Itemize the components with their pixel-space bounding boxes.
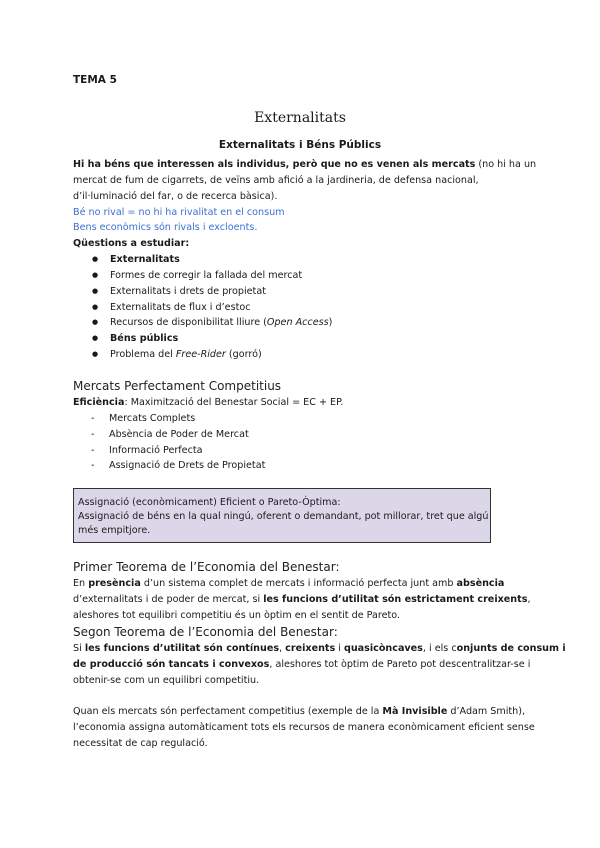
bullet-icon: ● [92, 318, 99, 326]
bullet-icon: ● [92, 255, 99, 263]
list-item: Informació Perfecta [109, 445, 203, 456]
list-item: Recursos de disponibilitat lliure (Open Access) [110, 317, 333, 328]
primer-teorema-heading: Primer Teorema de l’Economia del Benestar: [73, 560, 340, 574]
pareto-definition-box [73, 488, 491, 543]
list-item: Assignació de Drets de Propietat [109, 460, 266, 471]
list-item: Externalitats i drets de propietat [110, 286, 266, 297]
blue-note-2: Bens econòmics són rivals i excloents. [73, 222, 258, 233]
box-line-3: més empitjore. [78, 525, 151, 536]
section-subtitle: Externalitats i Béns Públics [218, 139, 382, 151]
blue-note-1: Bé no rival = no hi ha rivalitat en el consum [73, 207, 285, 218]
bullet-icon: ● [92, 287, 99, 295]
primer-line-2: d’externalitats i de poder de mercat, si les funcions d’utilitat són estrictament creixents, [73, 594, 531, 605]
dash-icon: - [91, 429, 95, 440]
list-item: Béns públics [110, 333, 179, 344]
segon-line-1: Si les funcions d’utilitat són contínues, creixents i quasicòncaves, i els conjunts de consum i [73, 643, 566, 654]
list-item: Absència de Poder de Mercat [109, 429, 249, 440]
box-line-1: Assignació (econòmicament) Eficient o Pareto-Òptima: [78, 497, 341, 508]
list-item: Externalitats [110, 254, 180, 265]
intro-line-3: d’il·luminació del far, o de recerca bàsica). [73, 191, 278, 202]
box-line-2: Assignació de béns en la qual ningú, oferent o demandant, pot millorar, tret que algú [78, 511, 489, 522]
segon-line-3: obtenir-se com un equilibri competitiu. [73, 675, 260, 686]
list-item: Formes de corregir la fallada del mercat [110, 270, 303, 281]
intro-line-2: mercat de fum de cigarrets, de veïns amb afició a la jardineria, de defensa nacional, [73, 175, 479, 186]
intro-line-1 [73, 157, 537, 173]
questions-heading: Qüestions a estudiar: [73, 238, 190, 249]
dash-icon: - [91, 445, 95, 456]
intro-bold: Hi ha béns que interessen als individus, però que no es venen als mercats [73, 159, 476, 170]
list-item: Externalitats de flux i d’estoc [110, 302, 251, 313]
eficiencia-line: Eficiència: Maximització del Benestar Social = EC + EP. [73, 397, 344, 408]
segon-line-2: de producció són tancats i convexos, aleshores tot òptim de Pareto pot descentralitzar-se i [73, 659, 531, 670]
tema-label: TEMA 5 [73, 74, 117, 86]
list-item: Mercats Complets [109, 413, 196, 424]
list-item: Problema del Free-Rider (gorró) [110, 349, 262, 360]
document-title: Externalitats [254, 110, 346, 126]
segon-teorema-heading: Segon Teorema de l’Economia del Benestar: [73, 625, 338, 639]
primer-line-3: aleshores tot equilibri competitiu és un òptim en el sentit de Pareto. [73, 610, 401, 621]
final-line-1: Quan els mercats són perfectament competitius (exemple de la Mà Invisible d’Adam Smith), [73, 706, 526, 717]
dash-icon: - [91, 460, 95, 471]
final-line-2: l’economia assigna automàticament tots els recursos de manera econòmicament eficient sense [73, 722, 535, 733]
primer-line-1: En presència d’un sistema complet de mercats i informació perfecta junt amb absència [73, 578, 505, 589]
bullet-icon: ● [92, 271, 99, 279]
bullet-icon: ● [92, 303, 99, 311]
bullet-icon: ● [92, 334, 99, 342]
dash-icon: - [91, 413, 95, 424]
final-line-3: necessitat de cap regulació. [73, 738, 208, 749]
intro-rest: (no hi ha un [475, 159, 537, 170]
mercats-heading: Mercats Perfectament Competitius [73, 379, 282, 393]
bullet-icon: ● [92, 350, 99, 358]
